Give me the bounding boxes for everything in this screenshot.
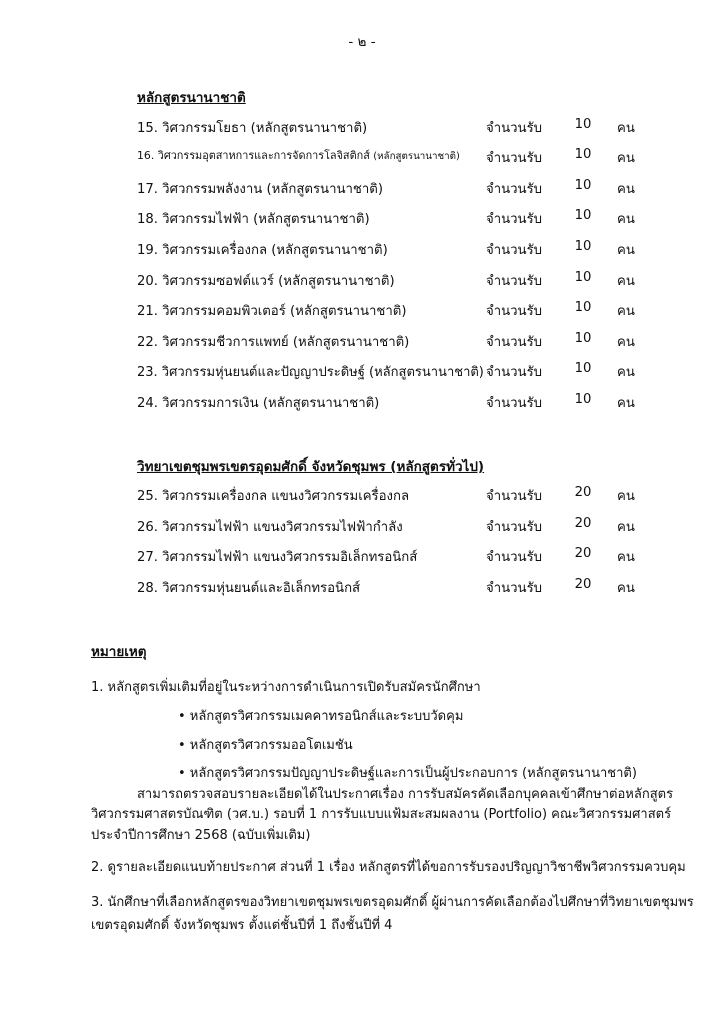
program-row bbox=[0, 300, 724, 320]
quota-label: จำนวนรับ bbox=[486, 304, 543, 319]
program-row bbox=[0, 392, 724, 412]
program-name: 25. วิศวกรรมเครื่องกล แขนงวิศวกรรมเครื่องกล bbox=[137, 489, 410, 504]
quota-count: 10 bbox=[574, 178, 592, 193]
quota-unit: คน bbox=[617, 151, 635, 166]
quota-count: 10 bbox=[574, 208, 592, 223]
program-row bbox=[0, 546, 724, 566]
note-3-line: 3. นักศึกษาที่เลือกหลักสูตรของวิทยาเขตชุมพรเขตรอุดมศักดิ์ ผู้ผ่านการคัดเลือกต้องไปศึกษาที่วิทยาเขตชุมพร bbox=[91, 895, 694, 910]
program-row bbox=[0, 208, 724, 228]
notes-heading: หมายเหตุ bbox=[91, 644, 147, 660]
quota-label: จำนวนรับ bbox=[486, 489, 543, 504]
quota-unit: คน bbox=[617, 274, 635, 289]
program-row bbox=[0, 577, 724, 597]
note-1-detail-line: ประจำปีการศึกษา 2568 (ฉบับเพิ่มเติม) bbox=[91, 828, 311, 843]
quota-count: 10 bbox=[574, 300, 592, 315]
program-name bbox=[137, 147, 460, 164]
note-bullet: • หลักสูตรวิศวกรรมปัญญาประดิษฐ์และการเป็นผู้ประกอบการ (หลักสูตรนานาชาติ) bbox=[178, 766, 637, 781]
note-1-detail-line: สามารถตรวจสอบรายละเอียดได้ในประกาศเรื่อง การรับสมัครคัดเลือกบุคคลเข้าศึกษาต่อหลักสูตร bbox=[137, 787, 674, 802]
quota-count: 20 bbox=[574, 516, 592, 531]
quota-count: 10 bbox=[574, 331, 592, 346]
program-name: 22. วิศวกรรมชีวการแพทย์ (หลักสูตรนานาชาติ) bbox=[137, 335, 410, 350]
note-bullet: • หลักสูตรวิศวกรรมเมคคาทรอนิกส์และระบบวัดคุม bbox=[178, 709, 464, 724]
program-name: 23. วิศวกรรมหุ่นยนต์และปัญญาประดิษฐ์ (หลักสูตรนานาชาติ) bbox=[137, 365, 484, 380]
program-name: 28. วิศวกรรมหุ่นยนต์และอิเล็กทรอนิกส์ bbox=[137, 581, 361, 596]
note-bullet: • หลักสูตรวิศวกรรมออโตเมชัน bbox=[178, 738, 353, 753]
quota-label: จำนวนรับ bbox=[486, 396, 543, 411]
quota-unit: คน bbox=[617, 121, 635, 136]
quota-count: 20 bbox=[574, 546, 592, 561]
quota-count: 20 bbox=[574, 485, 592, 500]
quota-label: จำนวนรับ bbox=[486, 151, 543, 166]
quota-count: 10 bbox=[574, 147, 592, 162]
program-name: 20. วิศวกรรมซอฟต์แวร์ (หลักสูตรนานาชาติ) bbox=[137, 274, 395, 289]
program-name: 26. วิศวกรรมไฟฟ้า แขนงวิศวกรรมไฟฟ้ากำลัง bbox=[137, 520, 403, 535]
quota-unit: คน bbox=[617, 304, 635, 319]
program-name-suffix: (หลักสูตรนานาชาติ) bbox=[373, 151, 460, 162]
program-name: 21. วิศวกรรมคอมพิวเตอร์ (หลักสูตรนานาชาติ) bbox=[137, 304, 407, 319]
quota-label: จำนวนรับ bbox=[486, 212, 543, 227]
program-row bbox=[0, 516, 724, 536]
quota-unit: คน bbox=[617, 335, 635, 350]
program-row bbox=[0, 117, 724, 137]
program-name: 18. วิศวกรรมไฟฟ้า (หลักสูตรนานาชาติ) bbox=[137, 212, 370, 227]
program-row bbox=[0, 178, 724, 198]
quota-unit: คน bbox=[617, 212, 635, 227]
quota-label: จำนวนรับ bbox=[486, 520, 543, 535]
quota-unit: คน bbox=[617, 520, 635, 535]
note-2: 2. ดูรายละเอียดแนบท้ายประกาศ ส่วนที่ 1 เรื่อง หลักสูตรที่ได้ขอการรับรองปริญญาวิชาชีพวิศวกรรมควบคุม bbox=[91, 860, 686, 875]
program-name: 19. วิศวกรรมเครื่องกล (หลักสูตรนานาชาติ) bbox=[137, 243, 388, 258]
quota-unit: คน bbox=[617, 396, 635, 411]
quota-label: จำนวนรับ bbox=[486, 550, 543, 565]
quota-label: จำนวนรับ bbox=[486, 182, 543, 197]
quota-label: จำนวนรับ bbox=[486, 121, 543, 136]
note-1: 1. หลักสูตรเพิ่มเติมที่อยู่ในระหว่างการดำเนินการเปิดรับสมัครนักศึกษา bbox=[91, 680, 481, 695]
note-3-line: เขตรอุดมศักดิ์ จังหวัดชุมพร ตั้งแต่ชั้นปีที่ 1 ถึงชั้นปีที่ 4 bbox=[91, 918, 393, 933]
quota-label: จำนวนรับ bbox=[486, 243, 543, 258]
quota-count: 20 bbox=[574, 577, 592, 592]
program-row bbox=[0, 331, 724, 351]
program-row bbox=[0, 147, 724, 167]
note-1-detail-line: วิศวกรรมศาสตรบัณฑิต (วศ.บ.) รอบที่ 1 การรับแบบแฟ้มสะสมผลงาน (Portfolio) คณะวิศวกรรมศาสตร์ bbox=[91, 807, 672, 822]
quota-count: 10 bbox=[574, 392, 592, 407]
quota-label: จำนวนรับ bbox=[486, 274, 543, 289]
program-name: 17. วิศวกรรมพลังงาน (หลักสูตรนานาชาติ) bbox=[137, 182, 383, 197]
quota-count: 10 bbox=[574, 361, 592, 376]
quota-label: จำนวนรับ bbox=[486, 365, 543, 380]
quota-unit: คน bbox=[617, 182, 635, 197]
program-name-main: 16. วิศวกรรมอุตสาหการและการจัดการโลจิสติกส์ bbox=[137, 149, 374, 162]
quota-unit: คน bbox=[617, 489, 635, 504]
program-row bbox=[0, 270, 724, 290]
section-heading-international: หลักสูตรนานาชาติ bbox=[137, 90, 246, 106]
program-row bbox=[0, 361, 724, 381]
section-heading-chumphon: วิทยาเขตชุมพรเขตรอุดมศักดิ์ จังหวัดชุมพร (หลักสูตรทั่วไป) bbox=[137, 459, 485, 475]
quota-label: จำนวนรับ bbox=[486, 335, 543, 350]
quota-label: จำนวนรับ bbox=[486, 581, 543, 596]
quota-count: 10 bbox=[574, 117, 592, 132]
quota-unit: คน bbox=[617, 581, 635, 596]
quota-unit: คน bbox=[617, 550, 635, 565]
page-number: - ๒ - bbox=[348, 34, 376, 50]
program-name: 15. วิศวกรรมโยธา (หลักสูตรนานาชาติ) bbox=[137, 121, 368, 136]
program-row bbox=[0, 239, 724, 259]
program-row bbox=[0, 485, 724, 505]
program-name: 27. วิศวกรรมไฟฟ้า แขนงวิศวกรรมอิเล็กทรอนิกส์ bbox=[137, 550, 418, 565]
quota-count: 10 bbox=[574, 270, 592, 285]
quota-unit: คน bbox=[617, 243, 635, 258]
program-name: 24. วิศวกรรมการเงิน (หลักสูตรนานาชาติ) bbox=[137, 396, 380, 411]
quota-unit: คน bbox=[617, 365, 635, 380]
quota-count: 10 bbox=[574, 239, 592, 254]
